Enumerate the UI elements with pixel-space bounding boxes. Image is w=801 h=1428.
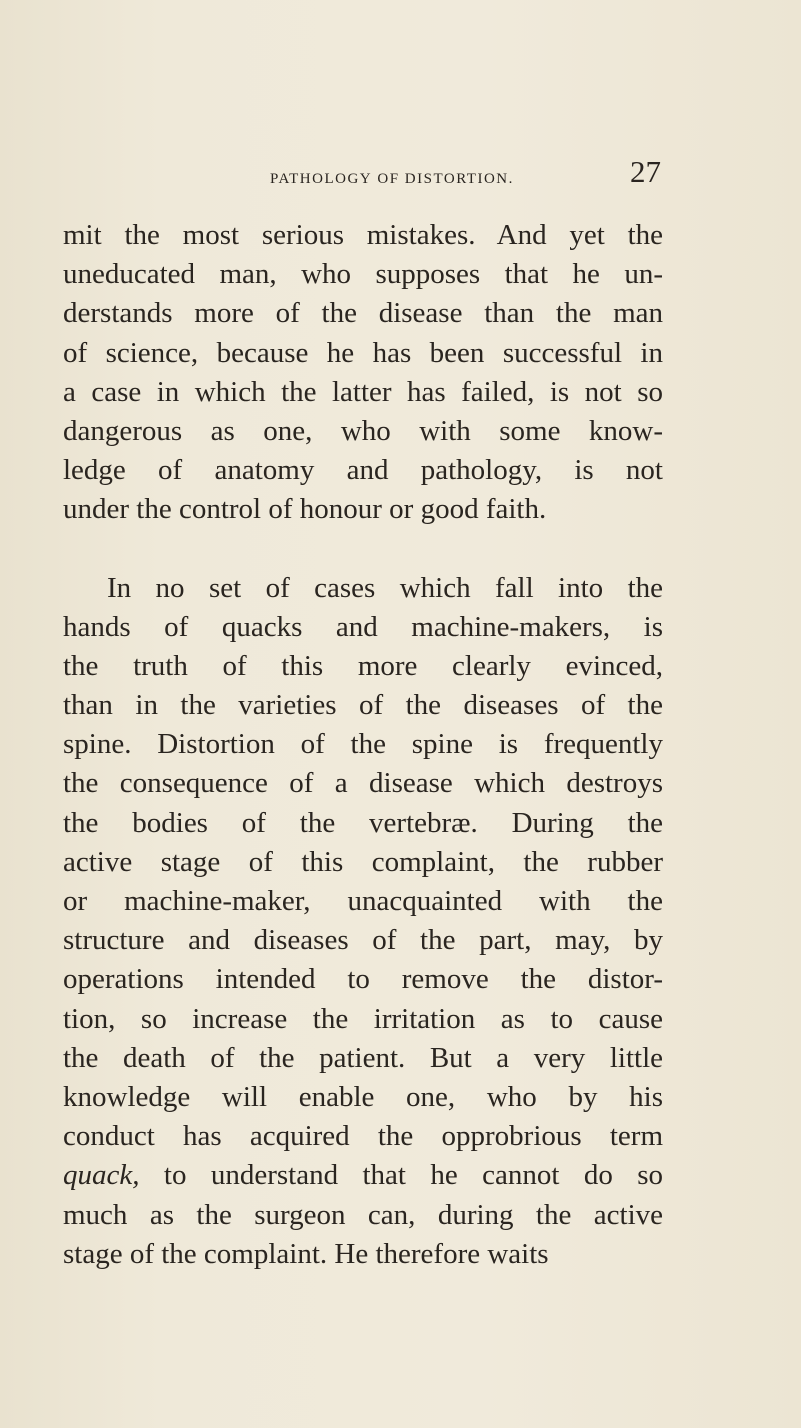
- text-line-rest: to understand that he cannot do so: [163, 1159, 664, 1192]
- text-line: uneducated man, who supposes that he un-: [63, 258, 663, 291]
- text-line: than in the varieties of the diseases of the: [63, 689, 663, 722]
- text-line: operations intended to remove the distor-: [63, 963, 663, 996]
- body-text: [63, 216, 663, 1274]
- text-line: knowledge will enable one, who by his: [63, 1080, 663, 1113]
- text-line: In no set of cases which fall into the: [107, 571, 663, 604]
- text-line: tion, so increase the irritation as to cause: [63, 1002, 663, 1035]
- text-line: stage of the complaint. He therefore waits: [63, 1237, 549, 1270]
- text-line: ledge of anatomy and pathology, is not: [63, 454, 663, 487]
- text-line: derstands more of the disease than the man: [63, 297, 663, 330]
- text-line: or machine-maker, unacquainted with the: [63, 885, 663, 917]
- italic-word: quack,: [63, 1159, 140, 1192]
- text-line: under the control of honour or good faith.: [63, 493, 547, 526]
- text-line: spine. Distortion of the spine is frequently: [63, 728, 663, 761]
- text-line: the truth of this more clearly evinced,: [63, 649, 663, 682]
- running-head: [0, 154, 801, 190]
- text-line: of science, because he has been successful in: [63, 336, 663, 369]
- text-line: the death of the patient. But a very little: [63, 1041, 663, 1074]
- text-line: conduct has acquired the opprobrious term: [63, 1120, 663, 1153]
- paragraph-gap: [63, 530, 663, 569]
- text-line: much as the surgeon can, during the active: [63, 1198, 663, 1231]
- text-line: dangerous as one, who with some know-: [63, 414, 663, 447]
- text-line: mit the most serious mistakes. And yet the: [63, 219, 663, 251]
- text-line: structure and diseases of the part, may, by: [63, 924, 663, 957]
- text-line: a case in which the latter has failed, is not so: [63, 375, 663, 408]
- text-line: the bodies of the vertebræ. During the: [63, 806, 663, 839]
- text-line: hands of quacks and machine-makers, is: [63, 610, 663, 643]
- running-head-title: pathology of distortion.: [270, 164, 514, 188]
- text-line: active stage of this complaint, the rubber: [63, 845, 663, 878]
- page-number: 27: [630, 154, 661, 189]
- text-line: the consequence of a disease which destroys: [63, 767, 663, 800]
- text-line: [63, 1156, 663, 1195]
